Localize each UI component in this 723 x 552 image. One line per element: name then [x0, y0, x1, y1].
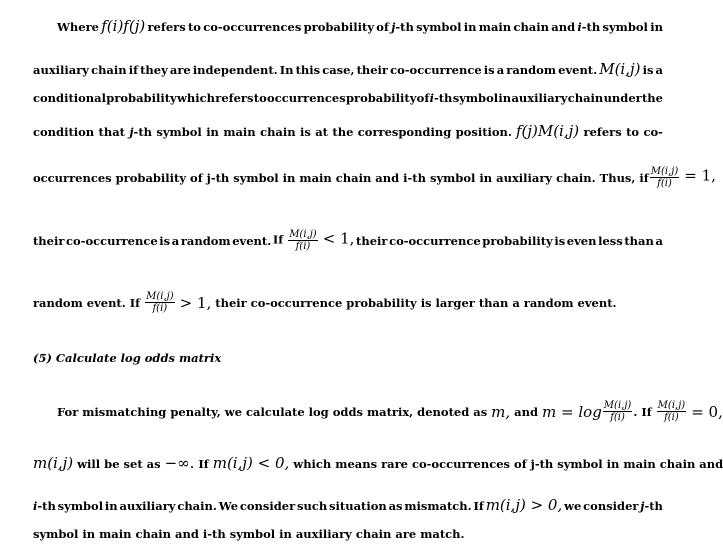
word: j-th — [640, 499, 663, 513]
word: symbol — [452, 91, 499, 105]
line-text: their co-occurrence probability is larger than a random event. — [215, 295, 617, 310]
word: in — [206, 125, 219, 139]
word: is — [554, 233, 566, 248]
p1-line6 — [33, 229, 663, 252]
p1-line4 — [33, 124, 663, 139]
line-text: For mismatching penalty, we calculate log odds matrix, denoted as — [57, 404, 488, 419]
word: at — [315, 125, 328, 139]
fraction: $\frac{M(i,j)}{f(i)}$ — [650, 166, 679, 189]
word: under — [603, 91, 642, 105]
word: auxiliary — [33, 63, 89, 77]
word: their — [356, 63, 388, 77]
word: chain — [567, 91, 604, 105]
word: their — [33, 233, 65, 248]
p1-line7 — [33, 291, 663, 314]
word: case, — [322, 63, 355, 77]
word: i-th — [429, 91, 453, 105]
word: if — [128, 63, 139, 77]
word: co- — [643, 125, 663, 139]
word: the — [332, 125, 354, 139]
relation: = 0, — [691, 402, 723, 421]
word: Where — [57, 20, 99, 34]
word: of — [416, 91, 430, 105]
word: a — [655, 63, 663, 77]
word: chain — [91, 63, 127, 77]
word: of — [376, 20, 389, 34]
word: this — [295, 63, 321, 77]
fraction-eq-1: $\frac{M(i,j)}{f(i)}$ = 1, — [650, 166, 716, 189]
math-m-lt-0: m(i,j) < 0, — [212, 454, 290, 472]
word: which — [176, 91, 215, 105]
word: independent. — [192, 63, 278, 77]
word: as — [388, 499, 403, 513]
word: probability — [303, 20, 374, 34]
word: in — [463, 20, 477, 34]
word: co-occurrence — [66, 233, 158, 248]
math-M-i-j: M(i,j) — [599, 60, 641, 78]
word: We — [218, 499, 239, 513]
word: their — [356, 233, 388, 248]
word: in — [650, 20, 663, 34]
math-f-j-M-i-j: f(j)M(i,j) — [515, 122, 580, 140]
word: chain — [260, 125, 296, 139]
p2-line2 — [33, 454, 723, 472]
word: chain — [513, 20, 549, 34]
word: event. — [558, 63, 598, 77]
math-m-i-j: m(i,j) — [33, 454, 74, 472]
word: than — [624, 233, 654, 248]
word: j-th — [391, 20, 414, 34]
word: event. — [232, 233, 272, 248]
fraction: $\frac{M(i,j)}{f(i)}$ — [603, 400, 632, 423]
word: a — [496, 63, 505, 77]
word: main — [478, 20, 512, 34]
word: the — [642, 91, 663, 105]
word: probability — [106, 91, 177, 105]
word: If — [473, 499, 484, 513]
word: In — [279, 63, 294, 77]
fraction: $\frac{M(i,j)}{f(i)}$ — [289, 229, 317, 252]
word: in — [104, 499, 118, 513]
word: is — [159, 233, 171, 248]
line-text: which means rare co-occurrences of j-th symbol in main chain and — [293, 457, 723, 471]
word: are — [169, 63, 191, 77]
word: and — [514, 404, 539, 419]
fraction-lt-1: If $\frac{M(i,j)}{f(i)}$ < 1, — [272, 229, 355, 252]
p1-line1 — [57, 19, 663, 34]
word: probability — [482, 233, 553, 248]
word: position. f(j)M(i,j) — [455, 122, 580, 140]
fraction: $\frac{M(i,j)}{f(i)}$ — [657, 400, 686, 423]
math-neg-infinity: −∞. — [164, 454, 195, 472]
p1-line5 — [33, 166, 716, 189]
line-text: will be set as — [77, 457, 161, 471]
word: symbol — [156, 125, 202, 139]
line-text: random event. If — [33, 295, 141, 310]
word: mismatch. — [404, 499, 472, 513]
word: probability — [345, 91, 417, 105]
p1-line3 — [33, 91, 663, 105]
word: is — [483, 63, 495, 77]
word: random — [506, 63, 557, 77]
word: j-th — [129, 125, 152, 139]
word: i-th — [33, 499, 56, 513]
word: symbol — [57, 499, 104, 513]
math-f-i-f-j: f(i)f(j) — [101, 17, 146, 35]
word: that — [98, 125, 125, 139]
word: refers — [583, 125, 622, 139]
word: co-occurrence — [389, 233, 481, 248]
word: i-th — [577, 20, 601, 34]
word: corresponding — [357, 125, 452, 139]
word: situation — [329, 499, 387, 513]
word: they — [140, 63, 168, 77]
word: to — [253, 91, 267, 105]
word: is — [300, 125, 311, 139]
line-text: occurrences probability of j-th symbol in main chain and i-th symbol in auxiliary chain. Thus, if — [33, 170, 649, 185]
math-m-gt-0: m(i,j) > 0, — [485, 496, 563, 514]
word: and — [551, 20, 576, 34]
word: condition — [33, 125, 95, 139]
relation: > 1, — [179, 293, 212, 312]
fraction: $\frac{M(i,j)}{f(i)}$ — [146, 291, 174, 314]
math-m-eq-log: m = log — [542, 402, 602, 421]
word: random — [180, 233, 231, 248]
word: main — [223, 125, 256, 139]
math-m: m, — [491, 402, 511, 421]
word: to — [626, 125, 640, 139]
word: consider — [239, 499, 296, 513]
word: a — [655, 233, 663, 248]
word: a — [171, 233, 180, 248]
p1-line2 — [33, 62, 663, 77]
word: If — [198, 457, 209, 471]
word: such — [297, 499, 328, 513]
section-heading: (5) Calculate log odds matrix — [33, 351, 222, 365]
word: co-occurrences — [203, 20, 302, 34]
word: chain. — [177, 499, 217, 513]
word: refers — [147, 20, 186, 34]
word: symbol — [416, 20, 462, 34]
p2-line1 — [57, 400, 723, 423]
word: occurrences — [267, 91, 346, 105]
word: co-occurrence — [390, 63, 482, 77]
word: to — [187, 20, 201, 34]
p2-line3 — [33, 498, 663, 513]
word: consider — [583, 499, 639, 513]
word: we — [564, 499, 582, 513]
word: symbol — [602, 20, 648, 34]
word: is — [642, 63, 654, 77]
word: less — [598, 233, 623, 248]
word: refers — [215, 91, 254, 105]
word: even — [566, 233, 597, 248]
word: auxiliary — [119, 499, 176, 513]
p2-line4: symbol in main chain and i-th symbol in auxiliary chain are match. — [33, 527, 465, 541]
word: auxiliary — [511, 91, 568, 105]
word: . If — [633, 404, 652, 419]
word: in — [498, 91, 512, 105]
word: conditional — [33, 91, 106, 105]
